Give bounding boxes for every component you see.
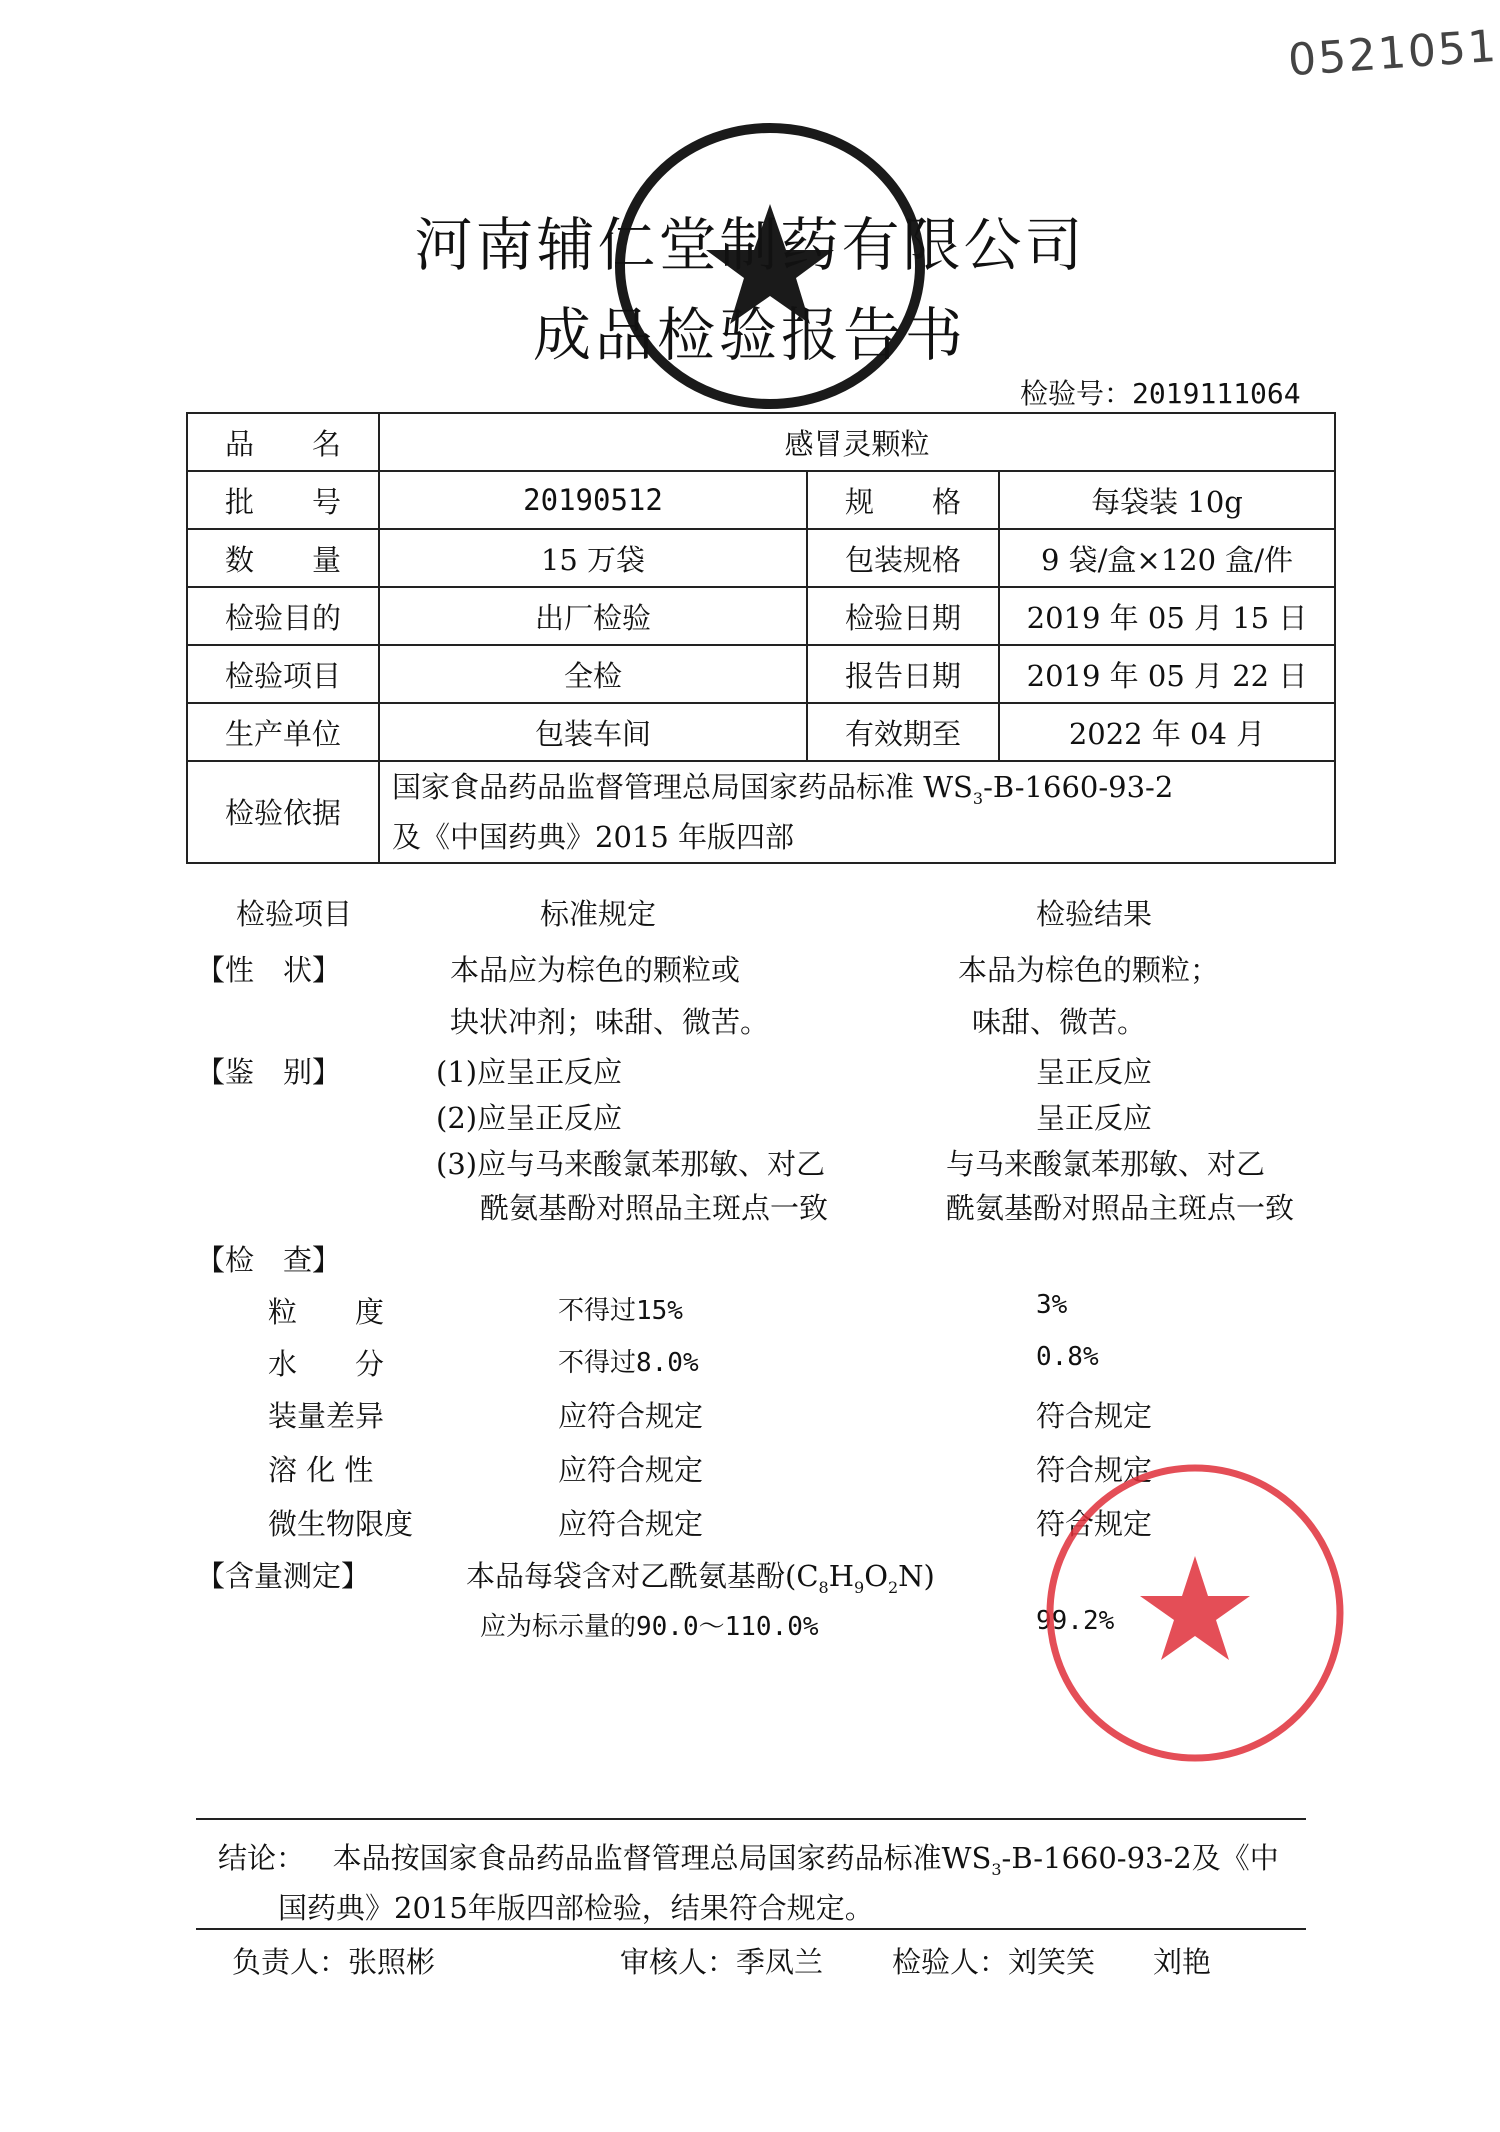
assay-formula-h-sub: 9 (854, 1577, 865, 1597)
packaging-label: 包装规格 (807, 529, 999, 587)
report-number-label: 检验号： (1020, 377, 1133, 410)
check-std-2: 不得过8.0% (558, 1348, 699, 1378)
assay-std-2: 应为标示量的90.0～110.0% (480, 1612, 819, 1642)
expiry-value: 2022 年 04 月 (999, 703, 1335, 761)
report-number-value: 2019111064 (1132, 377, 1301, 410)
basis-value (379, 761, 1335, 863)
quantity-label: 数 量 (187, 529, 379, 587)
unit-label: 生产单位 (187, 703, 379, 761)
handwritten-note: 0521051 (1286, 20, 1500, 87)
ident-result-3b: 酰氨基酚对照品主斑点一致 (946, 1191, 1295, 1225)
ident-result-2: 呈正反应 (1036, 1101, 1153, 1135)
appearance-result-1: 本品为棕色的颗粒； (958, 953, 1220, 987)
inspection-seal-red (1040, 1458, 1350, 1768)
check-result-2: 0.8% (1036, 1342, 1099, 1372)
info-row-purpose (187, 587, 1335, 645)
conclusion-line-1 (218, 1836, 1279, 1879)
conclusion-subscript: 3 (991, 1859, 1002, 1879)
check-std-5: 应符合规定 (558, 1507, 704, 1541)
assay-result: 99.2% (1036, 1606, 1115, 1636)
check-name-2: 水 分 (268, 1347, 385, 1381)
test-date-value: 2019 年 05 月 15 日 (999, 587, 1335, 645)
spec-value: 每袋装 10g (999, 471, 1335, 529)
check-result-5: 符合规定 (1036, 1507, 1153, 1541)
info-row-unit (187, 703, 1335, 761)
check-result-3: 符合规定 (1036, 1399, 1153, 1433)
ident-std-2: (2)应呈正反应 (436, 1101, 623, 1135)
expiry-label: 有效期至 (807, 703, 999, 761)
items-label: 检验项目 (187, 645, 379, 703)
unit-value: 包装车间 (379, 703, 807, 761)
ident-std-3a: (3)应与马来酸氯苯那敏、对乙 (436, 1147, 826, 1181)
basis-line-2: 及《中国药典》2015 年版四部 (392, 819, 795, 854)
items-value: 全检 (379, 645, 807, 703)
report-number (1020, 372, 1301, 412)
signature-divider (196, 1928, 1306, 1930)
check-name-4: 溶 化 性 (268, 1453, 374, 1487)
check-std-1: 不得过15% (558, 1296, 683, 1326)
assay-std-1 (466, 1554, 935, 1597)
check-name-1: 粒 度 (268, 1295, 385, 1329)
document-title: 成品检验报告书 (532, 301, 967, 369)
basis-line-1-b: -B-1660-93-2 (983, 770, 1174, 804)
assay-label: 【含量测定】 (196, 1559, 371, 1593)
basis-line-1 (392, 768, 1322, 818)
company-name: 河南辅仁堂制药有限公司 (414, 211, 1086, 279)
signature-reviewer: 审核人：季凤兰 (620, 1945, 824, 1979)
info-row-quantity (187, 529, 1335, 587)
basis-label: 检验依据 (187, 761, 379, 863)
appearance-std-2: 块状冲剂；味甜、微苦。 (450, 1005, 770, 1039)
info-table (186, 412, 1336, 864)
info-row-basis (187, 761, 1335, 863)
conclusion-text-b: -B-1660-93-2及《中 (1001, 1841, 1279, 1875)
check-result-1: 3% (1036, 1290, 1068, 1320)
appearance-result-2: 味甜、微苦。 (972, 1005, 1147, 1039)
col-item-header: 检验项目 (236, 897, 353, 931)
signature-responsible: 负责人：张照彬 (232, 1945, 436, 1979)
check-std-4: 应符合规定 (558, 1453, 704, 1487)
purpose-value: 出厂检验 (379, 587, 807, 645)
purpose-label: 检验目的 (187, 587, 379, 645)
info-row-batch (187, 471, 1335, 529)
info-row-product (187, 413, 1335, 471)
appearance-label: 【性 状】 (196, 953, 342, 987)
identification-label: 【鉴 别】 (196, 1055, 342, 1089)
col-result-header: 检验结果 (1036, 897, 1153, 931)
assay-formula-c-sub: 8 (818, 1577, 829, 1597)
basis-line-1-a: 国家食品药品监督管理总局国家药品标准 WS (392, 770, 973, 804)
check-label: 【检 查】 (196, 1243, 342, 1277)
basis-subscript: 3 (972, 788, 984, 808)
report-date-label: 报告日期 (807, 645, 999, 703)
spec-label: 规 格 (807, 471, 999, 529)
check-name-3: 装量差异 (268, 1399, 385, 1433)
product-value: 感冒灵颗粒 (379, 413, 1335, 471)
batch-value: 20190512 (379, 471, 807, 529)
assay-formula-n: N) (898, 1559, 935, 1593)
conclusion-divider (196, 1818, 1306, 1820)
ident-std-1: (1)应呈正反应 (436, 1055, 623, 1089)
report-date-value: 2019 年 05 月 22 日 (999, 645, 1335, 703)
info-row-items (187, 645, 1335, 703)
ident-result-1: 呈正反应 (1036, 1055, 1153, 1089)
check-name-5: 微生物限度 (268, 1507, 414, 1541)
packaging-value: 9 袋/盒×120 盒/件 (999, 529, 1335, 587)
conclusion-label: 结论： (218, 1841, 306, 1875)
appearance-std-1: 本品应为棕色的颗粒或 (450, 953, 741, 987)
quantity-value: 15 万袋 (379, 529, 807, 587)
assay-std-1-text: 本品每袋含对乙酰氨基酚(C (466, 1559, 819, 1593)
signature-inspector: 检验人：刘笑笑 刘艳 (892, 1945, 1212, 1979)
assay-formula-h: H (828, 1559, 854, 1593)
batch-label: 批 号 (187, 471, 379, 529)
product-label: 品 名 (187, 413, 379, 471)
col-std-header: 标准规定 (540, 897, 657, 931)
conclusion-text-a: 本品按国家食品药品监督管理总局国家药品标准WS (332, 1841, 992, 1875)
ident-result-3a: 与马来酸氯苯那敏、对乙 (946, 1147, 1266, 1181)
check-result-4: 符合规定 (1036, 1453, 1153, 1487)
conclusion-line-2: 国药典》2015年版四部检验，结果符合规定。 (278, 1891, 874, 1925)
check-std-3: 应符合规定 (558, 1399, 704, 1433)
assay-formula-o: O (864, 1559, 888, 1593)
ident-std-3b: 酰氨基酚对照品主斑点一致 (480, 1191, 829, 1225)
test-date-label: 检验日期 (807, 587, 999, 645)
assay-formula-o-sub: 2 (887, 1577, 899, 1597)
